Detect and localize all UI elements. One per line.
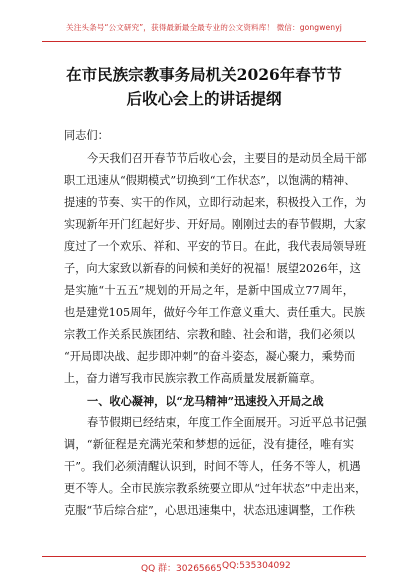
paragraph-line: 干”。我们必须清醒认识到，时间不等人，任务不等人，机遇	[64, 460, 361, 473]
paragraph-line: 子，向大家致以新春的问候和美好的祝福！展望2026年，这	[64, 262, 361, 275]
paragraph-line: 春节假期已经结束，年度工作全面展开。习近平总书记强	[87, 416, 367, 429]
paragraph-line: 实现新年开门红起好步、开好局。刚刚过去的春节假期，大家	[64, 218, 367, 231]
paragraph-line: 是实施“十五五”规划的开局之年，是新中国成立77周年，	[64, 284, 354, 297]
paragraph-line: 度过了一个欢乐、祥和、平安的节日。在此，我代表局领导班	[64, 240, 367, 253]
document-title-line-1: 在市民族宗教事务局机关2026年春节节	[66, 65, 342, 84]
paragraph-line: 调，“新征程是充满光荣和梦想的远征，没有捷径，唯有实	[64, 438, 354, 451]
paragraph-line: 克服“节后综合症”，心思迅速集中，状态迅速调整，工作秩	[64, 504, 356, 517]
paragraph-line: 提速的节奏、实干的作风，立即行动起来，积极投入工作，为	[64, 196, 367, 209]
header-promo: 关注头条号“公文研究”，获得最新最全最专业的公文资料库！ 微信：gongwenyj	[66, 23, 342, 32]
section-heading: 一、收心凝神，以“龙马精神”迅速投入开局之战	[87, 394, 324, 408]
paragraph-line: 上，奋力谱写我市民族宗教工作高质量发展新篇章。	[64, 372, 322, 385]
salutation: 同志们：	[64, 129, 109, 142]
paragraph-line: 也是建党105周年，做好今年工作意义重大、责任重大。民族	[64, 306, 366, 319]
paragraph-line: 宗教工作关系民族团结、宗教和睦、社会和谐，我们必须以	[64, 328, 355, 341]
paragraph-line: 更不等人。全市民族宗教系统要立即从“过年状态”中走出来，	[64, 482, 367, 495]
footer	[0, 561, 408, 575]
document-title-line-2: 后收心会上的讲话提纲	[126, 89, 282, 108]
paragraph-line: “开局即决战、起步即冲刺”的奋斗姿态，凝心聚力，乘势而	[64, 350, 356, 363]
paragraph-line: 职工迅速从“假期模式”切换到“工作状态”，以饱满的精神、	[64, 174, 356, 187]
header-divider	[42, 41, 366, 42]
paragraph-line: 今天我们召开春节节后收心会，主要目的是动员全局干部	[87, 152, 367, 165]
footer-qq-number: QQ:535304092	[222, 561, 291, 571]
footer-divider	[42, 556, 366, 557]
footer-qq-group: QQ 群：30265665	[141, 564, 222, 574]
